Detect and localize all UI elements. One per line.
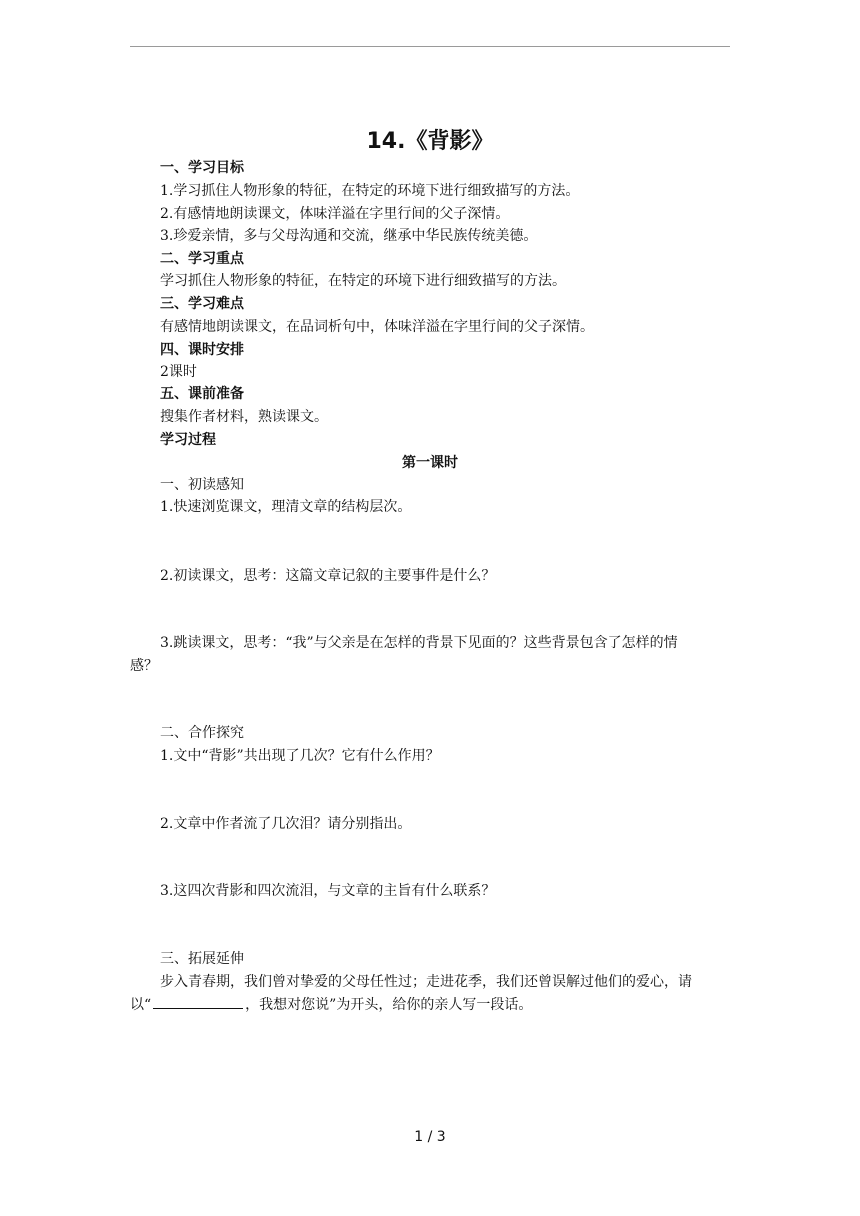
goal-item: 2.有感情地朗读课文，体味洋溢在字里行间的父子深情。 <box>160 206 510 222</box>
extension-prompt <box>130 995 532 1015</box>
question-item: 2.初读课文，思考：这篇文章记叙的主要事件是什么？ <box>160 568 496 584</box>
question-item: 3.跳读课文，思考：“我”与父亲是在怎样的背景下见面的？这些背景包含了怎样的情 <box>160 635 678 651</box>
prompt-prefix: 以“ <box>130 997 152 1013</box>
document-title: 14.《背影》 <box>366 129 494 154</box>
difficulty-heading: 三、学习难点 <box>160 296 244 312</box>
schedule-heading: 四、课时安排 <box>160 342 244 358</box>
fill-in-blank[interactable] <box>153 996 243 1009</box>
extension-text: 步入青春期，我们曾对挚爱的父母任性过；走进花季，我们还曾误解过他们的爱心，请 <box>160 974 692 990</box>
question-item: 2.文章中作者流了几次泪？请分别指出。 <box>160 816 412 832</box>
preparation-heading: 五、课前准备 <box>160 386 244 402</box>
question-item: 1.文中“背影”共出现了几次？它有什么作用？ <box>160 748 440 764</box>
lesson-heading: 第一课时 <box>402 455 458 471</box>
page-number: 1 / 3 <box>414 1129 446 1145</box>
part3-heading: 三、拓展延伸 <box>160 951 244 967</box>
question-item: 1.快速浏览课文，理清文章的结构层次。 <box>160 499 412 515</box>
difficulty-text: 有感情地朗读课文，在品词析句中，体味洋溢在字里行间的父子深情。 <box>160 319 594 335</box>
question-item-continuation: 感？ <box>130 658 158 674</box>
part2-heading: 二、合作探究 <box>160 725 244 741</box>
goal-item: 1.学习抓住人物形象的特征，在特定的环境下进行细致描写的方法。 <box>160 183 580 199</box>
schedule-text: 2课时 <box>160 364 197 380</box>
prompt-suffix: ，我想对您说”为开头，给你的亲人写一段话。 <box>245 997 533 1013</box>
key-points-heading: 二、学习重点 <box>160 251 244 267</box>
goals-heading: 一、学习目标 <box>160 160 244 176</box>
preparation-text: 搜集作者材料，熟读课文。 <box>160 409 328 425</box>
question-item: 3.这四次背影和四次流泪，与文章的主旨有什么联系？ <box>160 883 496 899</box>
part1-heading: 一、初读感知 <box>160 477 244 493</box>
key-points-text: 学习抓住人物形象的特征，在特定的环境下进行细致描写的方法。 <box>160 273 566 289</box>
goal-item: 3.珍爱亲情，多与父母沟通和交流，继承中华民族传统美德。 <box>160 228 538 244</box>
header-rule <box>130 46 730 47</box>
process-heading: 学习过程 <box>160 432 216 448</box>
